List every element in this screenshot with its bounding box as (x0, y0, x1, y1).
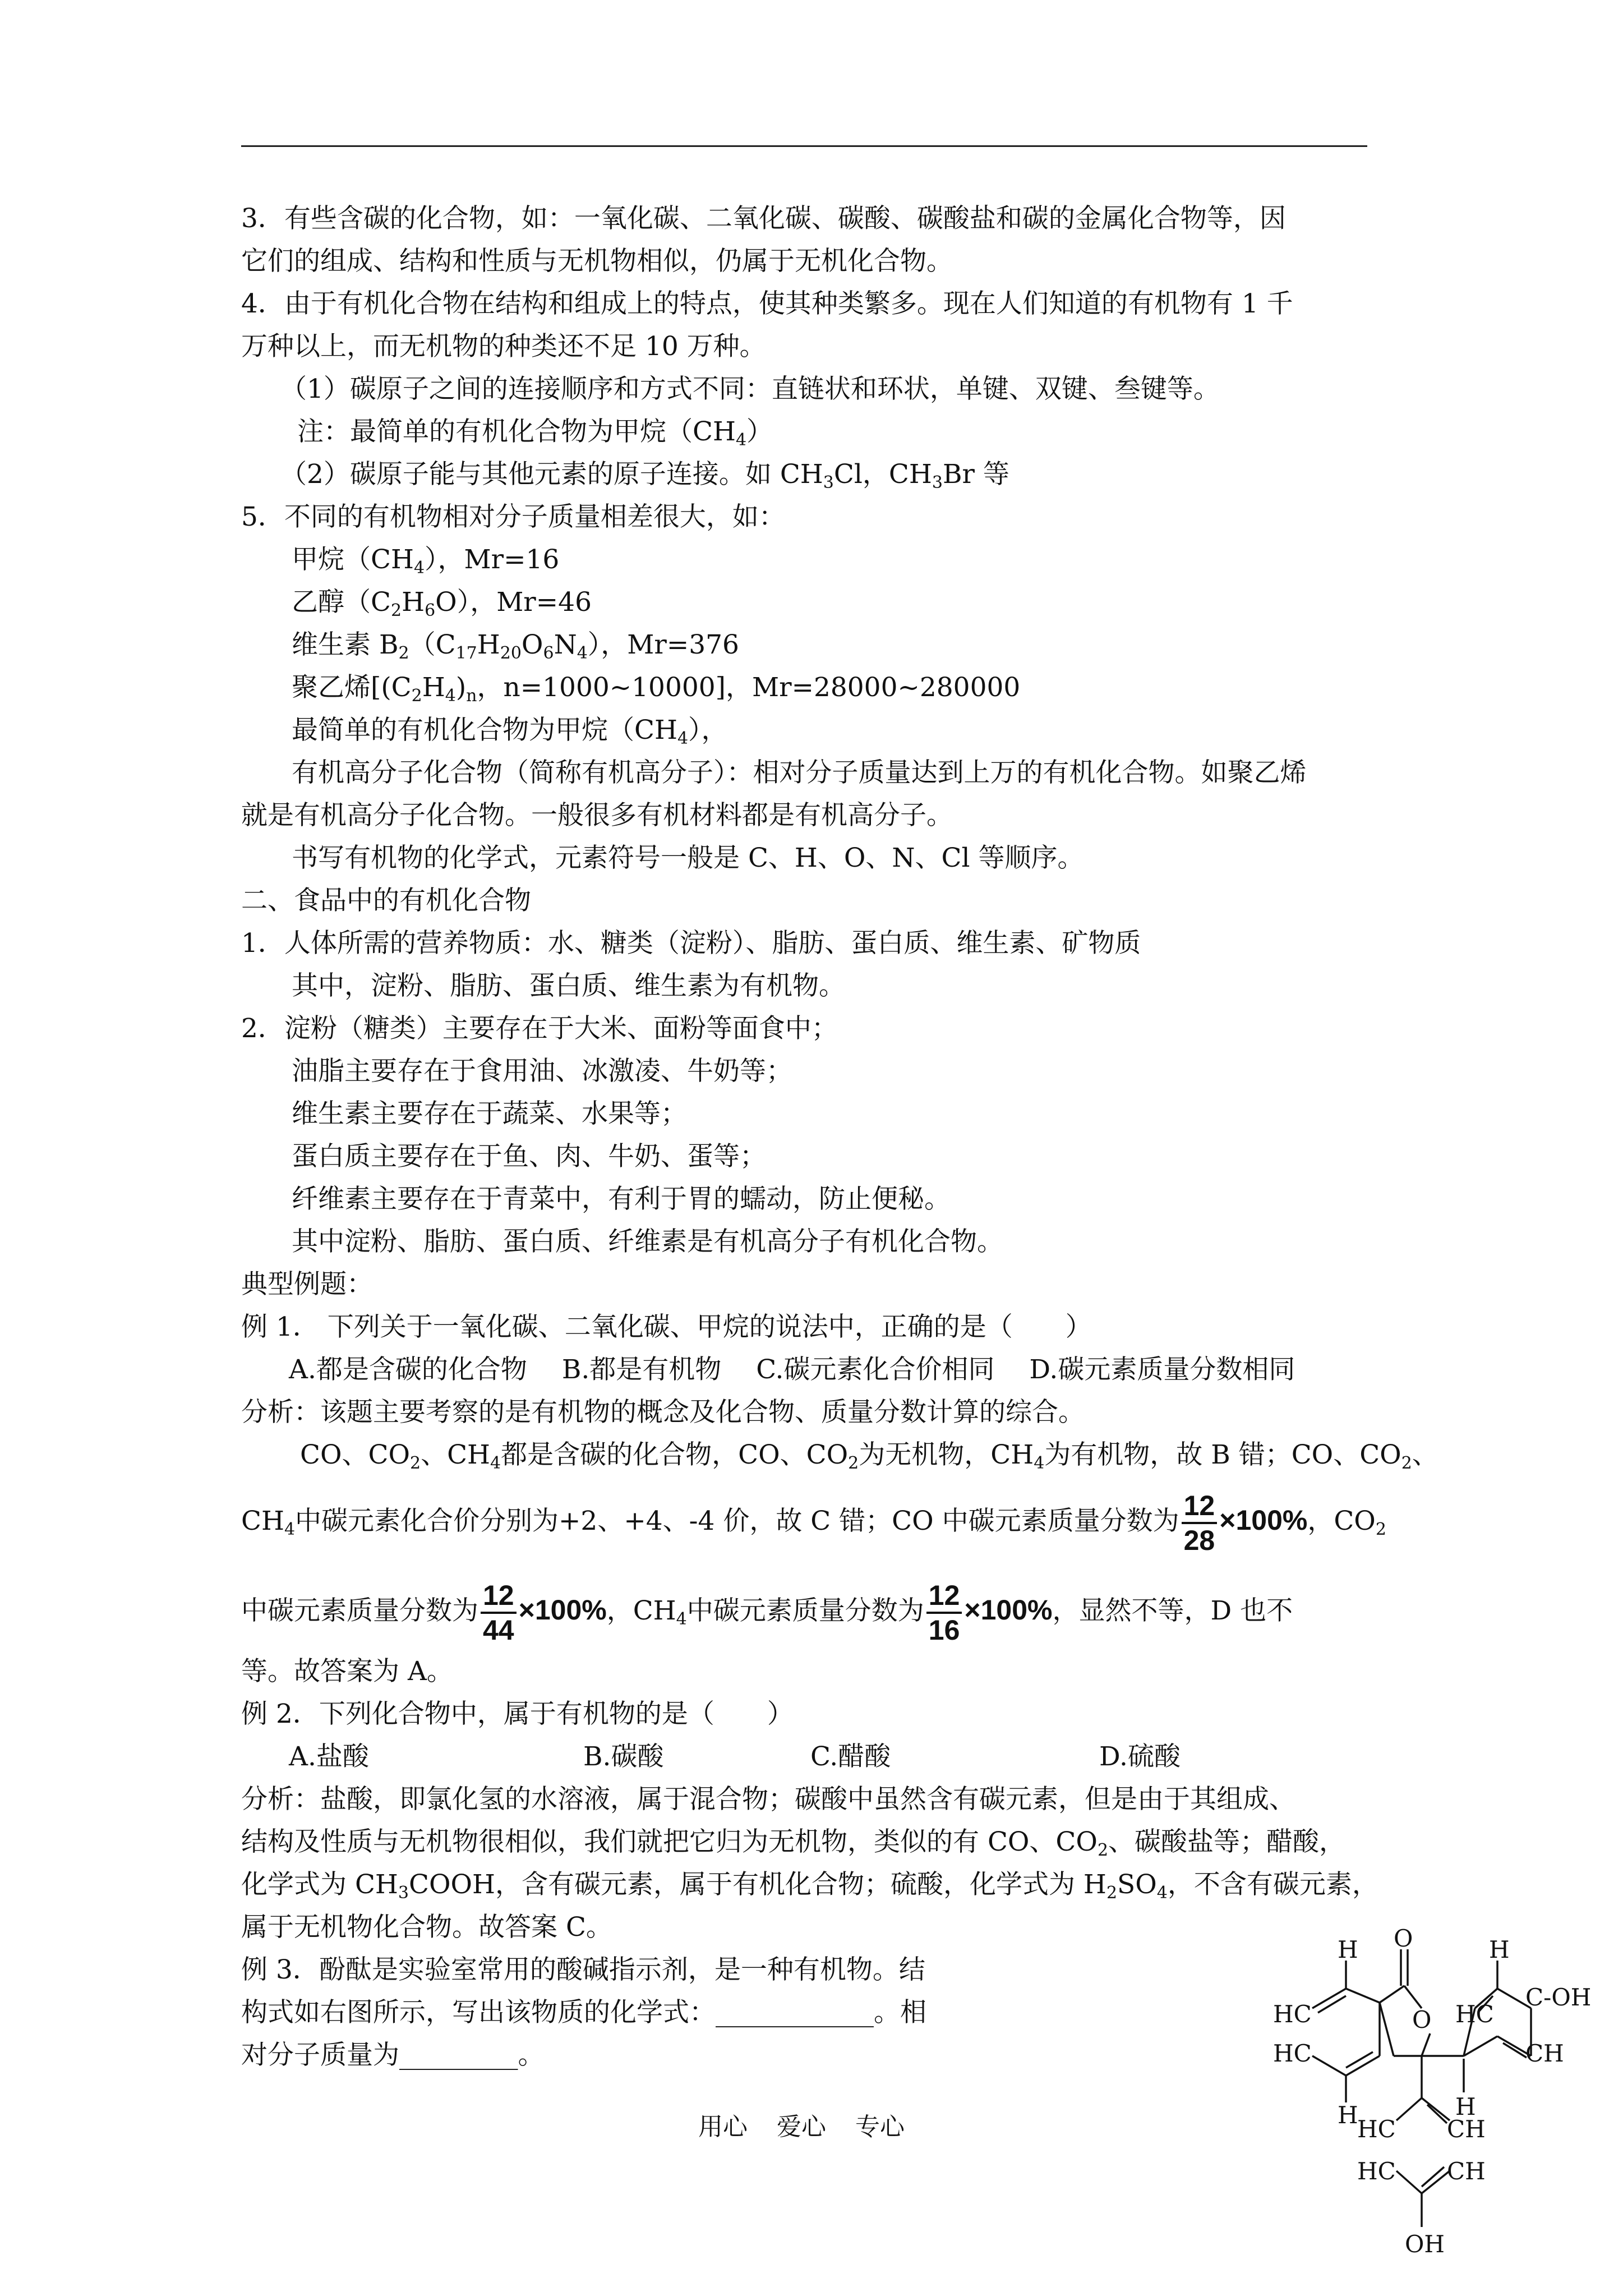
text-line: 最简单的有机化合物为甲烷$(CH_4)$， (292, 715, 728, 748)
text-line: 分析：该题主要考察的是有机物的概念及化合物、质量分数计算的综合。 (241, 1397, 1085, 1428)
text-line: 书写有机物的化学式，元素符号一般是 C、H、O、N、Cl 等顺序。 (292, 843, 1084, 873)
fraction-12-16: $\frac{12}{16}$ (926, 1579, 962, 1646)
text-line: 纤维素主要存在于青菜中，有利于胃的蠕动，防止便秘。 (292, 1184, 951, 1214)
structure-label: HC (1357, 2115, 1396, 2143)
question-3-line: 对分子质量为_________。 (241, 2040, 545, 2070)
text-line: 万种以上，而无机物的种类还不足 10 万种。 (241, 331, 766, 362)
fraction-12-28: $\frac{12}{28}$ (1182, 1489, 1218, 1557)
structure-label: HC (1357, 2157, 1396, 2185)
text-line: 维生素 $B_2(C_{17}H_{20}O_6N_4)$，Mr=376 (292, 629, 739, 663)
structure-label: H (1338, 1936, 1358, 1963)
fraction-12-44: $\frac{12}{44}$ (481, 1579, 517, 1646)
question-2-option-a: A.盐酸 (289, 1741, 369, 1772)
text-line: 甲烷$(CH_4)$，Mr=16 (292, 544, 560, 578)
text-line: 5．不同的有机物相对分子质量相差很大，如： (241, 501, 785, 532)
section-heading: 二、食品中的有机化合物 (241, 885, 531, 916)
phenolphthalein-structure (1262, 1924, 1598, 2283)
text-line: 属于无机物化合物。故答案 C。 (241, 1912, 612, 1943)
question-2-option-c: C.醋酸 (810, 1741, 891, 1772)
text-line: 其中淀粉、脂肪、蛋白质、纤维素是有机高分子有机化合物。 (292, 1226, 1003, 1257)
text-line: CO、$CO_2$、$CH_4$都是含碳的化合物，CO、$CO_2$为无机物，$CH_4$为有机物，故 B 错；CO、$CO_2$、 (300, 1439, 1438, 1473)
text-line: 2．淀粉（糖类）主要存在于大米、面粉等面食中； (241, 1013, 838, 1044)
text-line: 就是有机高分子化合物。一般很多有机材料都是有机高分子。 (241, 800, 953, 831)
question-3: 例 3．酚酞是实验室常用的酸碱指示剂，是一种有机物。结 (241, 1954, 925, 1985)
text-line: 4．由于有机化合物在结构和组成上的特点，使其种类繁多。现在人们知道的有机物有 1 千 (241, 288, 1293, 319)
text-line: 油脂主要存在于食用油、冰激凌、牛奶等； (292, 1056, 792, 1087)
text-line: 注：最简单的有机化合物为甲烷$(CH_4)$ (297, 416, 773, 450)
text-line: 等。故答案为 A。 (241, 1656, 453, 1687)
question-3-line: 构式如右图所示，写出该物质的化学式：____________。相 (241, 1997, 926, 2028)
text-line: 典型例题： (241, 1269, 373, 1300)
text-line: 维生素主要存在于蔬菜、水果等； (292, 1098, 687, 1129)
question-1-options: A.都是含碳的化合物 B.都是有机物 C.碳元素化合价相同 D.碳元素质量分数相同 (289, 1354, 1295, 1385)
structure-label: H (1338, 2101, 1358, 2129)
text-line: 化学式为 $CH_3COOH$，含有碳元素，属于有机化合物；硫酸，化学式为 $H_2SO_4$，不含有碳元素， (241, 1869, 1378, 1903)
text-line: 乙醇$(C_2H_6O)$，Mr=46 (292, 587, 592, 620)
question-2-option-d: D.硫酸 (1099, 1741, 1181, 1772)
structure-label: O (1394, 1925, 1413, 1952)
question-2-option-b: B.碳酸 (583, 1741, 664, 1772)
text-line: 结构及性质与无机物很相似，我们就把它归为无机物，类似的有 CO、$CO_2$、碳酸盐等；醋酸， (241, 1826, 1346, 1860)
text-line: 蛋白质主要存在于鱼、肉、牛奶、蛋等； (292, 1141, 766, 1172)
structure-label: HC (1455, 2000, 1494, 2028)
text-line: 3．有些含碳的化合物，如：一氧化碳、二氧化碳、碳酸、碳酸盐和碳的金属化合物等，因 (241, 203, 1286, 234)
question-2: 例 2．下列化合物中，属于有机物的是（ ） (241, 1699, 794, 1729)
structure-label: HC (1273, 2040, 1312, 2067)
text-line: （1）碳原子之间的连接顺序和方式不同：直链状和环状，单键、双键、叁键等。 (280, 374, 1220, 404)
structure-label: O (1412, 2006, 1432, 2033)
text-line-fraction: 中碳元素质量分数为 $\frac{12}{44}$ ×100%，$CH_4$中碳元素质量分数为 $\frac{12}{16}$ ×100%，显然不等，D 也不 (241, 1580, 1293, 1646)
structure-label: HC (1273, 2000, 1312, 2028)
text-line: 1．人体所需的营养物质：水、糖类（淀粉）、脂肪、蛋白质、维生素、矿物质 (241, 928, 1141, 959)
text-line: 分析：盐酸，即氯化氢的水溶液，属于混合物；碳酸中虽然含有碳元素，但是由于其组成、 (241, 1784, 1295, 1815)
structure-label: H (1489, 1936, 1510, 1963)
text-line: 它们的组成、结构和性质与无机物相似，仍属于无机化合物。 (241, 246, 953, 277)
structure-label: CH (1447, 2115, 1486, 2143)
structure-label: CH (1525, 2040, 1564, 2067)
structure-label: H (1455, 2093, 1476, 2120)
text-line: 聚乙烯[$(C_2H_4)_n$，n=1000~10000]，Mr=28000~280000 (292, 672, 1021, 706)
text-line-fraction: $CH_4$中碳元素化合价分别为+2、+4、-4 价，故 C 错；CO 中碳元素质量分数为 $\frac{12}{28}$ ×100%，$CO_2$ (241, 1490, 1386, 1556)
structure-label: OH (1405, 2230, 1445, 2258)
page-footer: 用心 爱心 专心 (698, 2113, 905, 2141)
structure-label: CH (1447, 2157, 1486, 2185)
header-rule (241, 145, 1367, 147)
question-1: 例 1． 下列关于一氧化碳、二氧化碳、甲烷的说法中，正确的是（ ） (241, 1312, 1092, 1342)
structure-label: C-OH (1525, 1984, 1592, 2011)
text-line: 有机高分子化合物（简称有机高分子）：相对分子质量达到上万的有机化合物。如聚乙烯 (292, 757, 1307, 788)
text-line: （2）碳原子能与其他元素的原子连接。如 $CH_3Cl$，$CH_3Br$ 等 (280, 459, 1009, 493)
text-line: 其中，淀粉、脂肪、蛋白质、维生素为有机物。 (292, 970, 845, 1001)
